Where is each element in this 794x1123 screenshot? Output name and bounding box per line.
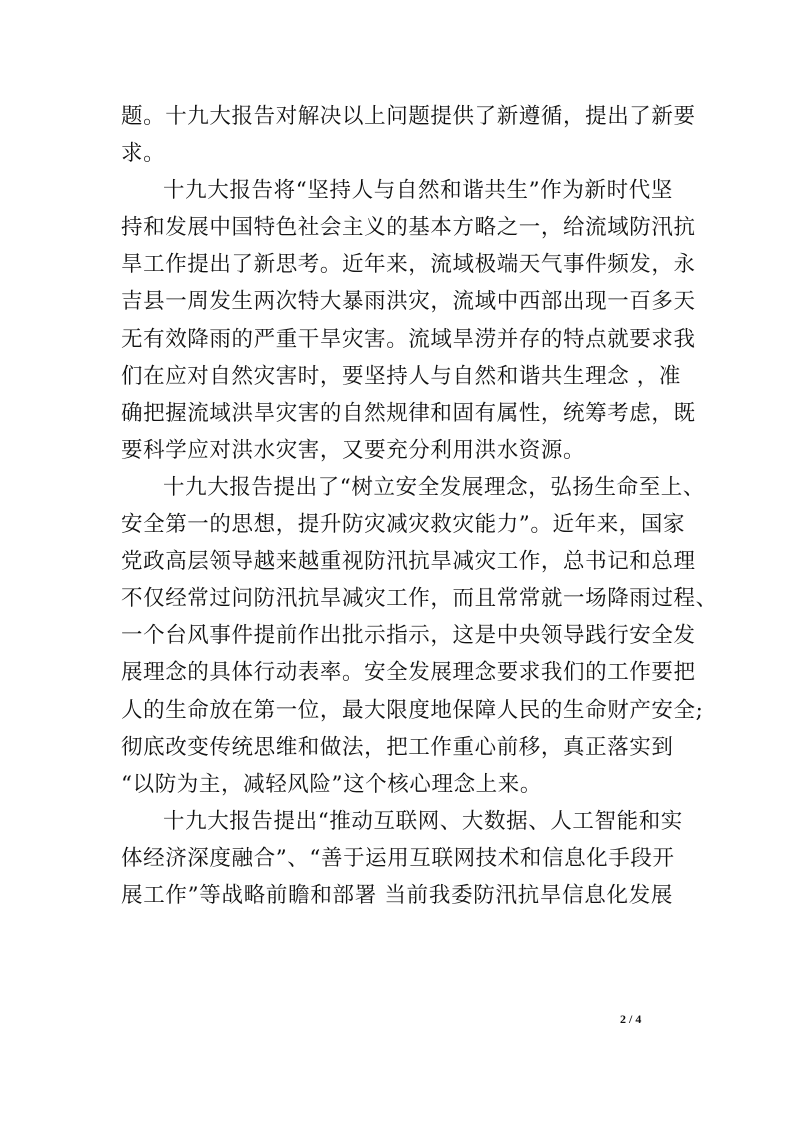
text-line: 题。十九大报告对解决以上问题提供了新遵循，提出了新要 xyxy=(121,104,696,129)
text-line: 展理念的具体行动表率。安全发展理念要求我们的工作要把 xyxy=(121,660,696,686)
text-line: 无有效降雨的严重干旱灾害。流域旱涝并存的特点就要求我 xyxy=(121,326,696,352)
paragraph-first-line: 十九大报告提出了“树立安全发展理念，弘扬生命至上、 xyxy=(163,474,705,500)
page-number: 2 / 4 xyxy=(620,1012,642,1026)
text-line: 要科学应对洪水灾害，又要充分利用洪水资源。 xyxy=(121,437,586,463)
text-line: 旱工作提出了新思考。近年来，流域极端天气事件频发，永 xyxy=(121,252,696,278)
text-line: 求。 xyxy=(121,141,166,167)
text-line: 人的生命放在第一位，最大限度地保障人民的生命财产安全; xyxy=(121,697,704,723)
text-line: 持和发展中国特色社会主义的基本方略之一，给流域防汛抗 xyxy=(121,215,696,241)
text-line: 安全第一的思想，提升防灾减灾救灾能力”。近年来，国家 xyxy=(121,512,686,538)
text-line: “以防为主，减轻风险”这个核心理念上来。 xyxy=(121,771,542,797)
text-line: 展工作”等战略前瞻和部署 当前我委防汛抗旱信息化发展 xyxy=(121,882,673,908)
text-line: 一个台风事件提前作出批示指示，这是中央领导践行安全发 xyxy=(121,623,696,649)
text-line: 吉县一周发生两次特大暴雨洪灾，流域中西部出现一百多天 xyxy=(121,289,696,315)
text-line: 确把握流域洪旱灾害的自然规律和固有属性，统筹考虑，既 xyxy=(121,400,696,426)
body-text xyxy=(121,98,718,914)
paragraph-first-line: 十九大报告将“坚持人与自然和谐共生”作为新时代坚 xyxy=(163,178,673,204)
paragraph-first-line: 十九大报告提出“推动互联网、大数据、人工智能和实 xyxy=(163,808,683,834)
text-line: 体经济深度融合”、“善于运用互联网技术和信息化手段开 xyxy=(121,845,675,871)
text-line: 不仅经常过问防汛抗旱减灾工作，而且常常就一场降雨过程、 xyxy=(121,586,718,612)
text-line: 彻底改变传统思维和做法，把工作重心前移，真正落实到 xyxy=(121,734,674,760)
text-line: 党政高层领导越来越重视防汛抗旱减灾工作，总书记和总理 xyxy=(121,549,696,575)
text-line: 们在应对自然灾害时，要坚持人与自然和谐共生理念 ，准 xyxy=(121,363,681,389)
